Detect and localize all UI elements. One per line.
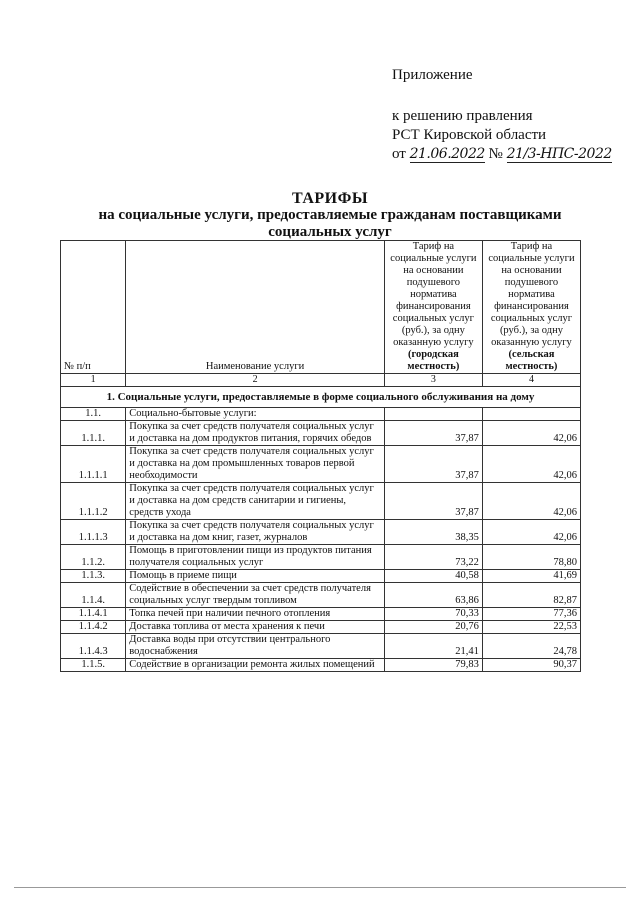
row-number: 1.1.4.	[61, 583, 126, 608]
page-edge-line	[14, 887, 626, 888]
tariff-rural: 41,69	[482, 570, 580, 583]
tariff-rural: 77,36	[482, 608, 580, 621]
handwritten-number: 21/3-НПС-2022	[506, 146, 612, 162]
column-number: 4	[482, 374, 580, 387]
service-name: Покупка за счет средств получателя социальных услуг и доставка на дом книг, газет, журналов	[126, 520, 385, 545]
column-number: 3	[384, 374, 482, 387]
service-name: Покупка за счет средств получателя социальных услуг и доставка на дом промышленных товаров первой необходимости	[126, 446, 385, 483]
tariff-urban: 40,58	[384, 570, 482, 583]
row-number: 1.1.	[61, 408, 126, 421]
tariff-urban: 37,87	[384, 446, 482, 483]
header-authority: РСТ Кировской области	[392, 127, 547, 143]
tariff-rural: 24,78	[482, 634, 580, 659]
section-title: 1. Социальные услуги, предоставляемые в форме социального обслуживания на дому	[61, 387, 581, 408]
service-name: Содействие в обеспечении за счет средств получателя социальных услуг твердым топливом	[126, 583, 385, 608]
table-row	[61, 520, 581, 545]
header-date-line: от 21.06.2022 № 21/3-НПС-2022	[392, 146, 612, 162]
table-row	[61, 446, 581, 483]
table-row	[61, 421, 581, 446]
table-row	[61, 583, 581, 608]
service-name: Покупка за счет средств получателя социальных услуг и доставка на дом продуктов питания, горячих обедов	[126, 421, 385, 446]
service-name: Доставка воды при отсутствии центрального водоснабжения	[126, 634, 385, 659]
tariff-rural: 42,06	[482, 520, 580, 545]
row-number: 1.1.5.	[61, 659, 126, 672]
tariff-rural: 42,06	[482, 483, 580, 520]
tariff-urban: 63,86	[384, 583, 482, 608]
section-row	[61, 387, 581, 408]
service-name: Помощь в приготовлении пищи из продуктов питания получателя социальных услуг	[126, 545, 385, 570]
table-row	[61, 621, 581, 634]
tariff-rural: 42,06	[482, 446, 580, 483]
handwritten-date: 21.06.2022	[409, 146, 485, 162]
row-number: 1.1.1.2	[61, 483, 126, 520]
service-name: Содействие в организации ремонта жилых помещений	[126, 659, 385, 672]
tariff-rural: 78,80	[482, 545, 580, 570]
tariff-rural: 42,06	[482, 421, 580, 446]
table-row	[61, 545, 581, 570]
tariff-rural: 90,37	[482, 659, 580, 672]
column-number: 2	[126, 374, 385, 387]
header-decision: к решению правления	[392, 108, 533, 124]
tariff-urban	[384, 408, 482, 421]
row-number: 1.1.1.1	[61, 446, 126, 483]
row-number: 1.1.1.	[61, 421, 126, 446]
service-name: Топка печей при наличии печного отопления	[126, 608, 385, 621]
title-main: ТАРИФЫ	[291, 190, 369, 207]
header-name: Наименование услуги	[126, 241, 385, 374]
table-header-row	[61, 241, 581, 374]
tariff-urban: 37,87	[384, 483, 482, 520]
tariff-urban: 73,22	[384, 545, 482, 570]
header-tariff-urban: Тариф на социальные услуги на основании подушевого норматива финансирования социальных услуг (руб.), за одну оказанную услугу (городская местность)	[384, 241, 482, 374]
tariff-rural: 82,87	[482, 583, 580, 608]
row-number: 1.1.2.	[61, 545, 126, 570]
header-appendix: Приложение	[392, 67, 473, 83]
table-row	[61, 659, 581, 672]
tariff-urban: 70,33	[384, 608, 482, 621]
row-number: 1.1.1.3	[61, 520, 126, 545]
table-row	[61, 483, 581, 520]
row-number: 1.1.3.	[61, 570, 126, 583]
document-title	[60, 190, 600, 241]
column-numbers-row	[61, 374, 581, 387]
document-header	[392, 66, 612, 164]
header-num: № п/п	[61, 241, 126, 374]
table-row	[61, 570, 581, 583]
title-subtitle: на социальные услуги, предоставляемые гражданам поставщиками социальных услуг	[98, 207, 562, 240]
service-name: Покупка за счет средств получателя социальных услуг и доставка на дом средств санитарии и гигиены, средств ухода	[126, 483, 385, 520]
tariff-urban: 21,41	[384, 634, 482, 659]
service-name: Помощь в приеме пищи	[126, 570, 385, 583]
tariff-urban: 37,87	[384, 421, 482, 446]
tariff-rural	[482, 408, 580, 421]
column-number: 1	[61, 374, 126, 387]
table-row	[61, 408, 581, 421]
service-name: Социально-бытовые услуги:	[126, 408, 385, 421]
service-name: Доставка топлива от места хранения к печи	[126, 621, 385, 634]
table-row	[61, 608, 581, 621]
row-number: 1.1.4.1	[61, 608, 126, 621]
tariff-urban: 79,83	[384, 659, 482, 672]
tariff-urban: 38,35	[384, 520, 482, 545]
tariff-urban: 20,76	[384, 621, 482, 634]
row-number: 1.1.4.3	[61, 634, 126, 659]
tariff-rural: 22,53	[482, 621, 580, 634]
table-row	[61, 634, 581, 659]
tariffs-table	[60, 240, 581, 672]
row-number: 1.1.4.2	[61, 621, 126, 634]
header-tariff-rural: Тариф на социальные услуги на основании подушевого норматива финансирования социальных услуг (руб.), за одну оказанную услугу (сельская местность)	[482, 241, 580, 374]
